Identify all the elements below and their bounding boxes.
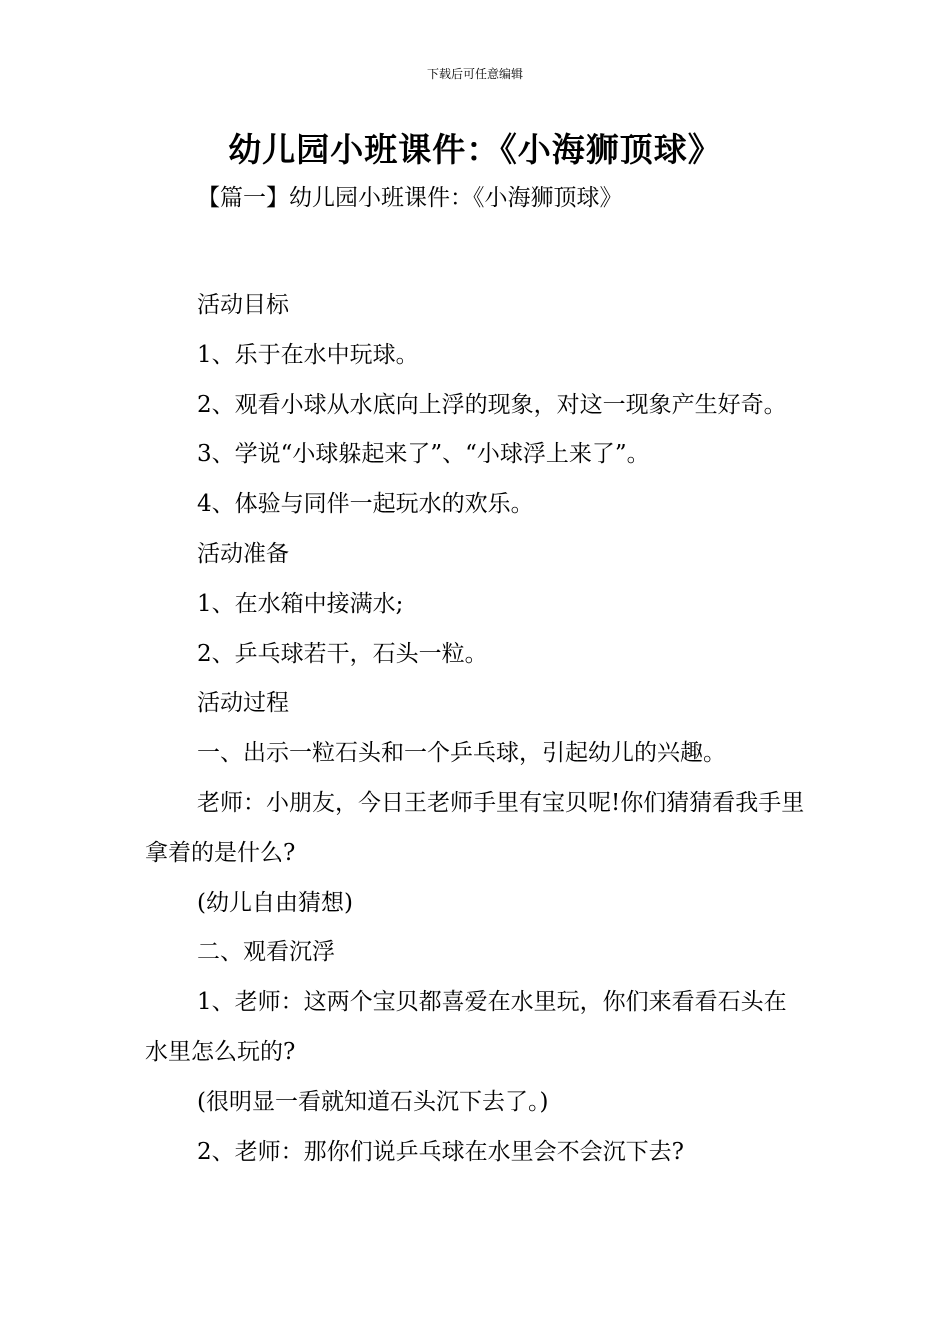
document-body [145, 281, 805, 1177]
goal-item-4: 4、体验与同伴一起玩水的欢乐。 [197, 491, 534, 518]
goal-item-1: 1、乐于在水中玩球。 [197, 341, 419, 368]
children-note-1: (幼儿自由猜想) [197, 889, 353, 916]
section-heading-process: 活动过程 [197, 690, 289, 717]
goal-item-3: 3、学说“小球躲起来了”、“小球浮上来了”。 [197, 441, 650, 468]
preparation-item-2: 2、乒乓球若干，石头一粒。 [197, 640, 488, 667]
preparation-item-1: 1、在水箱中接满水; [197, 590, 404, 617]
document-subtitle: 【篇一】幼儿园小班课件：《小海狮顶球》 [197, 185, 623, 211]
process-step-1: 一、出示一粒石头和一个乒乓球，引起幼儿的兴趣。 [197, 740, 726, 767]
section-heading-preparation: 活动准备 [197, 540, 289, 567]
teacher-dialogue-1: 老师：小朋友，今日王老师手里有宝贝呢!你们猜猜看我手里拿着的是什么? [145, 789, 805, 866]
process-step-2: 二、观看沉浮 [197, 939, 335, 966]
teacher-dialogue-2: 1、老师：这两个宝贝都喜爱在水里玩，你们来看看石头在水里怎么玩的? [145, 989, 787, 1065]
document-title: 幼儿园小班课件：《小海狮顶球》 [228, 130, 722, 169]
goal-item-2: 2、观看小球从水底向上浮的现象，对这一现象产生好奇。 [197, 391, 787, 418]
teacher-dialogue-3: 2、老师：那你们说乒乓球在水里会不会沉下去? [197, 1138, 684, 1165]
section-heading-goals: 活动目标 [197, 292, 289, 318]
page-header-note: 下载后可任意编辑 [426, 67, 523, 81]
observation-note: (很明显一看就知道石头沉下去了。) [197, 1088, 549, 1115]
